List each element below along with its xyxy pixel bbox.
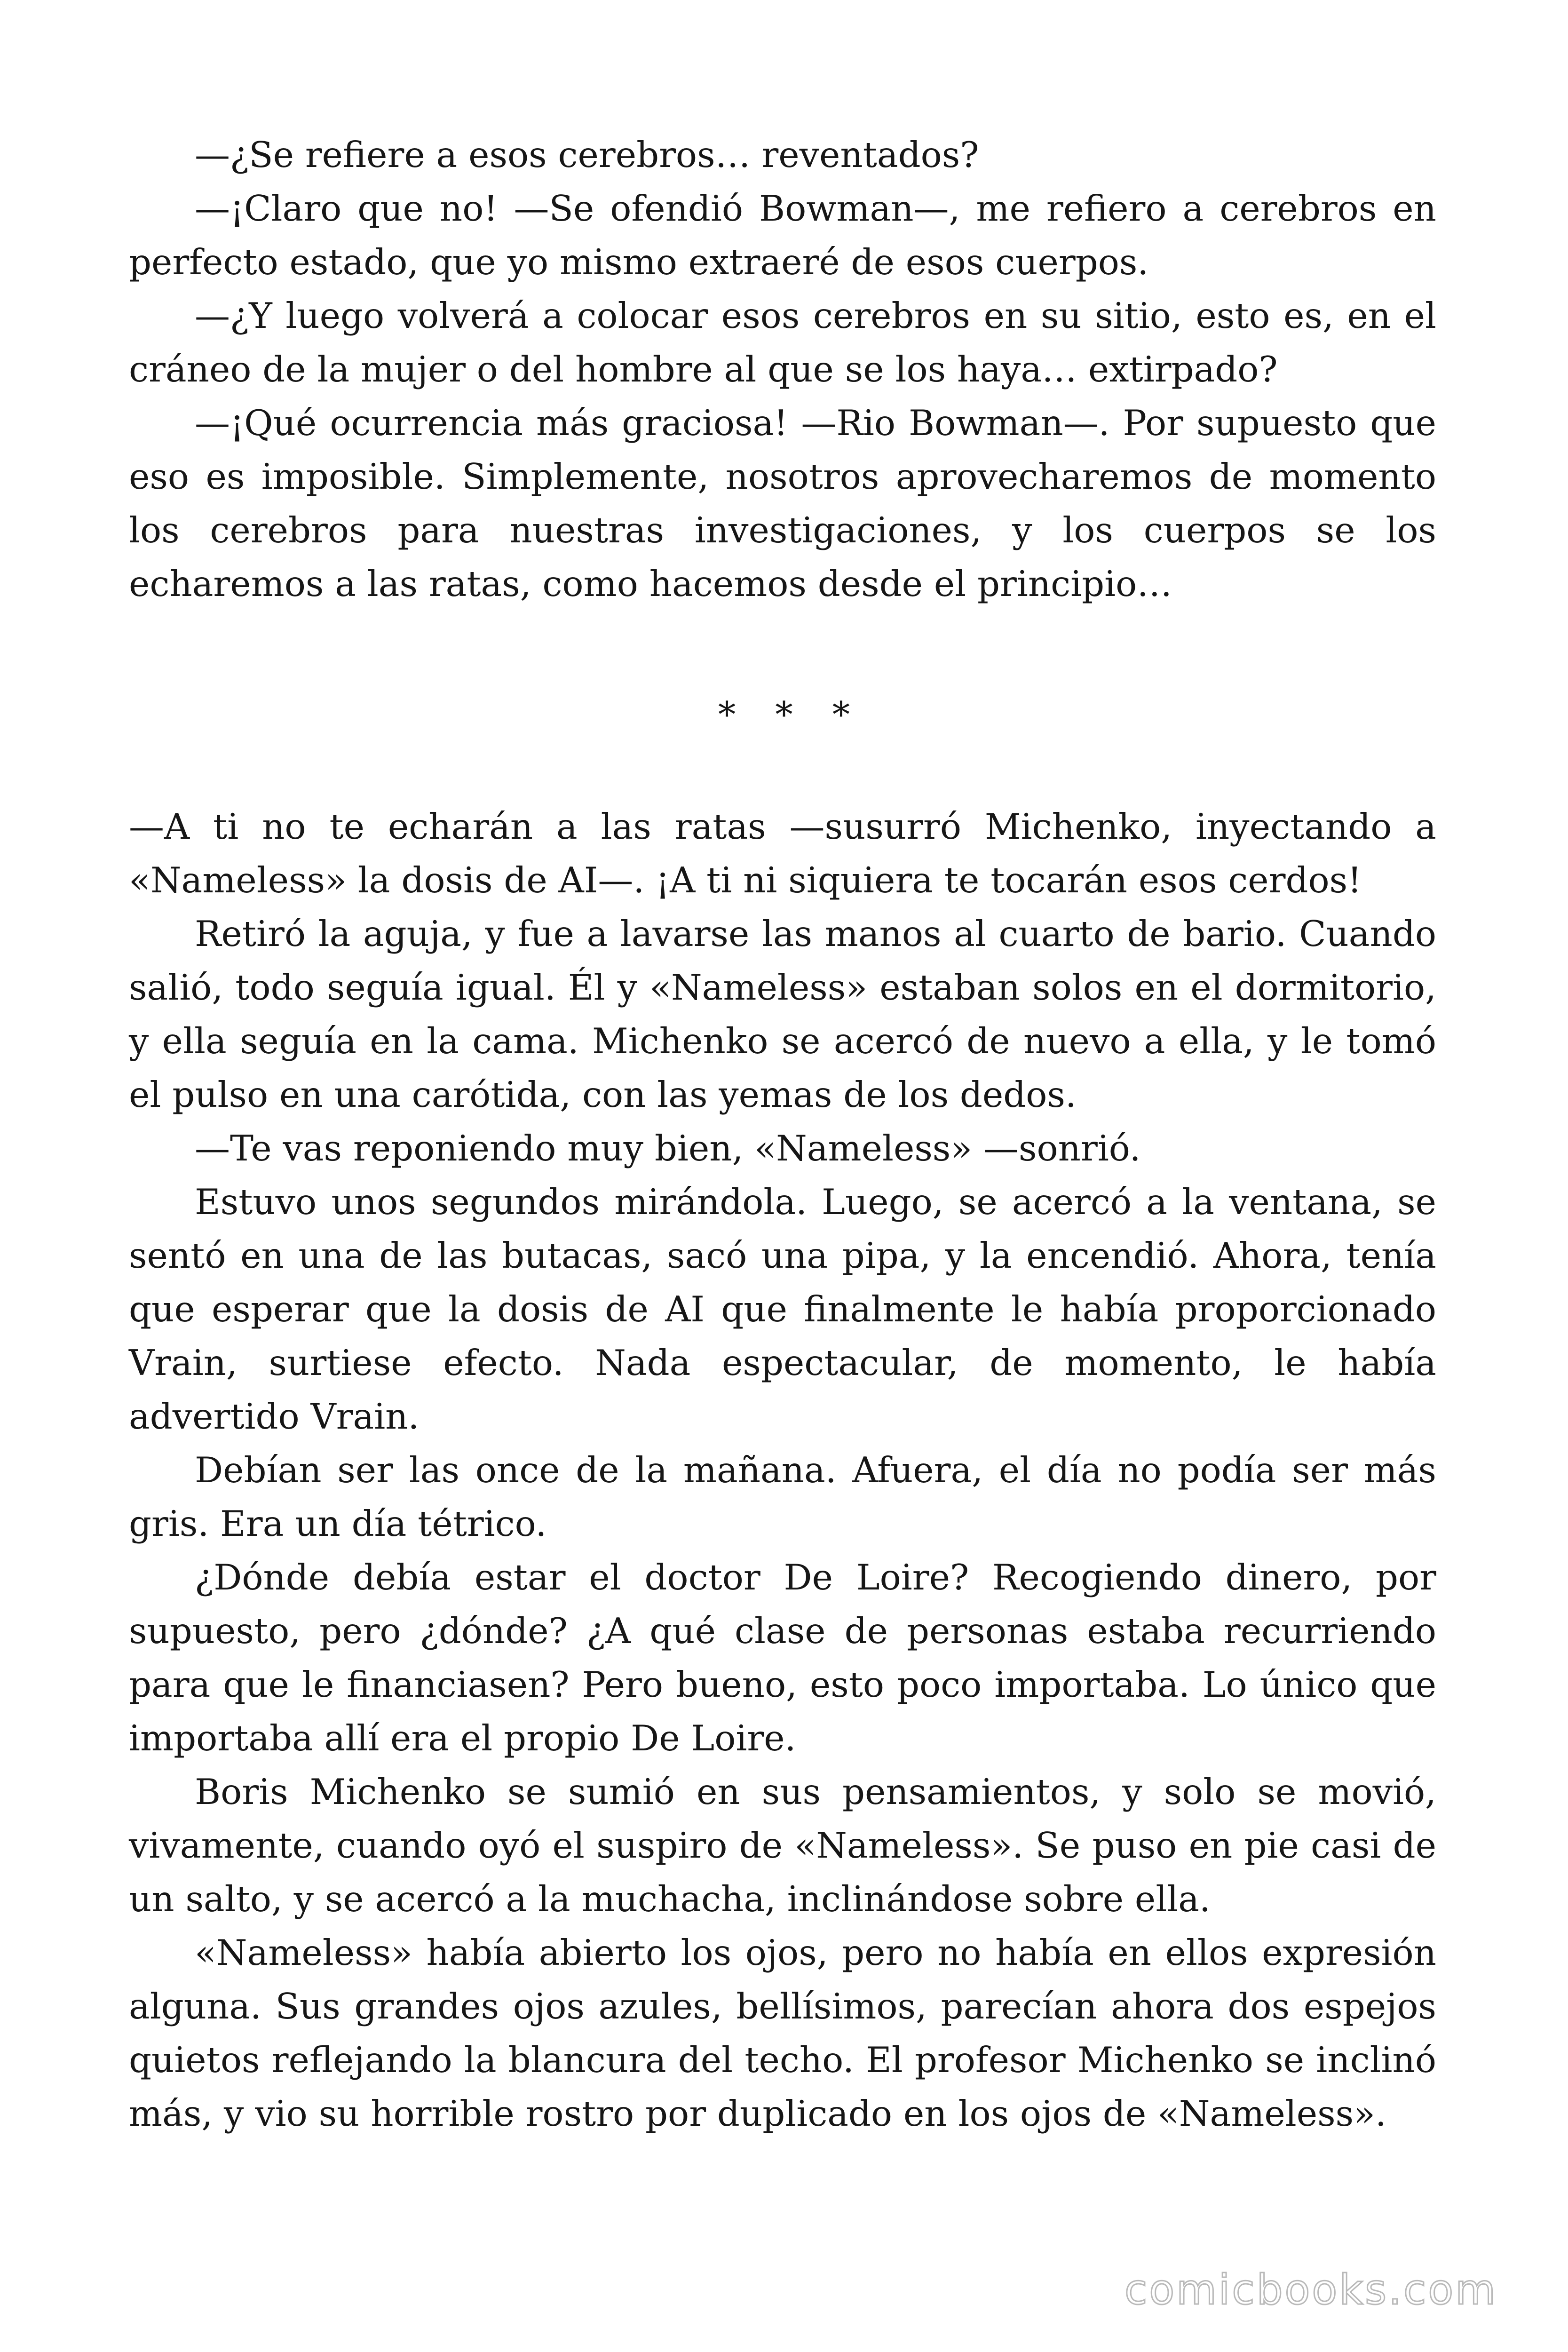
- paragraph: —¿Se refiere a esos cerebros… reventados?: [195, 134, 979, 175]
- paragraph: «Nameless» había abierto los ojos, pero no había en ellos expresión alguna. Sus grandes ojos azules, bellísimos, parecían ahora dos espejos quietos reflejando la blancura del techo. El profesor Michenko se inclinó más, y vio su horrible rostro por duplicado en los ojos de «Nameless».: [129, 1932, 1436, 2134]
- watermark: comicbooks.com: [1124, 2265, 1497, 2314]
- paragraph: —A ti no te echarán a las ratas —susurró Michenko, inyectando a «Nameless» la dosis de AI—. ¡A ti ni siquiera te tocarán esos cerdos!: [129, 806, 1436, 901]
- paragraph: —¡Qué ocurrencia más graciosa! —Rio Bowman—. Por supuesto que eso es imposible. Simplemente, nosotros aprovecharemos de momento los cerebros para nuestras investigaciones, y los cuerpos se los echaremos a las ratas, como hacemos desde el principio…: [129, 402, 1436, 604]
- paragraph: —¿Y luego volverá a colocar esos cerebros en su sitio, esto es, en el cráneo de la mujer o del hombre al que se los haya… extirpado?: [129, 295, 1436, 390]
- narrative-section: [129, 800, 1436, 2140]
- paragraph: Boris Michenko se sumió en sus pensamientos, y solo se movió, vivamente, cuando oyó el suspiro de «Nameless». Se puso en pie casi de un salto, y se acercó a la muchacha, inclinándose sobre ella.: [129, 1771, 1436, 1920]
- scene-break: * * *: [718, 694, 864, 735]
- paragraph: ¿Dónde debía estar el doctor De Loire? Recogiendo dinero, por supuesto, pero ¿dónde? ¿A qué clase de personas estaba recurriendo para que le financiasen? Pero bueno, esto poco importaba. Lo único que importaba allí era el propio De Loire.: [129, 1557, 1436, 1759]
- dialogue-section: [129, 128, 1436, 611]
- paragraph: —Te vas reponiendo muy bien, «Nameless» —sonrió.: [195, 1128, 1141, 1169]
- paragraph: Estuvo unos segundos mirándola. Luego, se acercó a la ventana, se sentó en una de las butacas, sacó una pipa, y la encendió. Ahora, tenía que esperar que la dosis de AI que finalmente le había proporcionado Vrain, surtiese efecto. Nada espectacular, de momento, le había advertido Vrain.: [129, 1181, 1436, 1437]
- paragraph: —¡Claro que no! —Se ofendió Bowman—, me refiero a cerebros en perfecto estado, que yo mismo extraeré de esos cuerpos.: [129, 188, 1436, 283]
- paragraph: Debían ser las once de la mañana. Afuera, el día no podía ser más gris. Era un día tétrico.: [129, 1449, 1436, 1544]
- paragraph: Retiró la aguja, y fue a lavarse las manos al cuarto de bario. Cuando salió, todo seguía igual. Él y «Nameless» estaban solos en el dormitorio, y ella seguía en la cama. Michenko se acercó de nuevo a ella, y le tomó el pulso en una carótida, con las yemas de los dedos.: [129, 913, 1436, 1115]
